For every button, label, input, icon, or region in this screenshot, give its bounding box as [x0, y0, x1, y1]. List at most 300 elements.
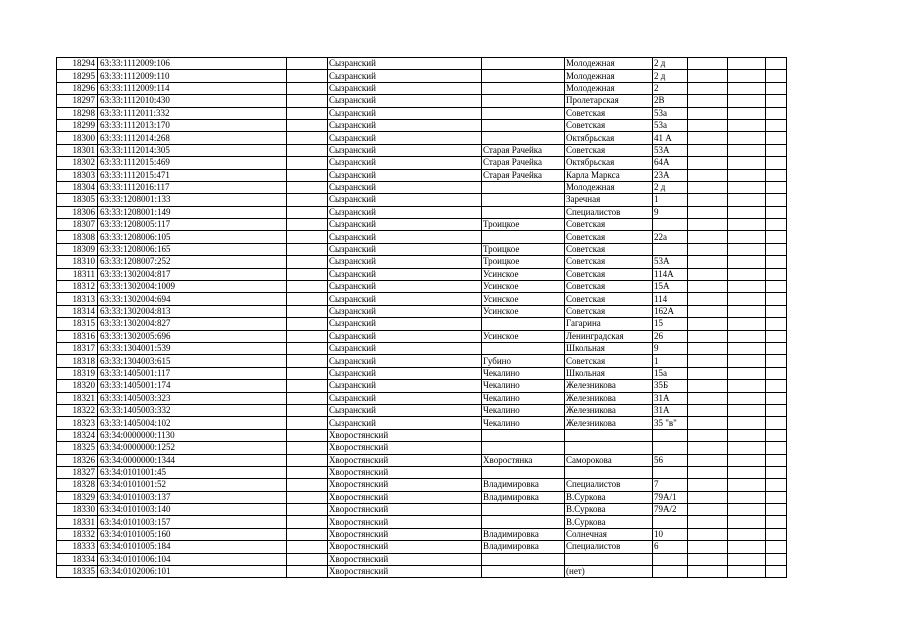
extra-cell-1 — [688, 367, 728, 379]
street-cell: Молодежная — [565, 181, 653, 193]
row-number: 18315 — [57, 318, 98, 330]
extra-cell-1 — [688, 392, 728, 404]
settlement-cell: Троицкое — [482, 243, 565, 255]
extra-cell-3 — [766, 429, 787, 441]
extra-cell-1 — [688, 293, 728, 305]
extra-cell-2 — [728, 157, 766, 169]
cadastral-number: 63:34:0101005:184 — [98, 541, 287, 553]
cadastral-number: 63:33:1302004:1009 — [98, 281, 287, 293]
district-cell: Хворостянский — [328, 479, 482, 491]
table-row — [57, 169, 787, 181]
extra-cell-3 — [766, 566, 787, 578]
blank-column — [287, 70, 328, 82]
table-row — [57, 82, 787, 94]
district-cell: Сызранский — [328, 342, 482, 354]
extra-cell-1 — [688, 429, 728, 441]
extra-cell-3 — [766, 243, 787, 255]
extra-cell-2 — [728, 219, 766, 231]
extra-cell-3 — [766, 404, 787, 416]
blank-column — [287, 169, 328, 181]
street-cell: Железникова — [565, 392, 653, 404]
district-cell: Сызранский — [328, 219, 482, 231]
district-cell: Сызранский — [328, 417, 482, 429]
settlement-cell: Усинское — [482, 305, 565, 317]
settlement-cell: Чекалино — [482, 404, 565, 416]
blank-column — [287, 454, 328, 466]
extra-cell-3 — [766, 367, 787, 379]
extra-cell-2 — [728, 541, 766, 553]
blank-column — [287, 491, 328, 503]
extra-cell-2 — [728, 194, 766, 206]
row-number: 18328 — [57, 479, 98, 491]
extra-cell-1 — [688, 169, 728, 181]
settlement-cell — [482, 442, 565, 454]
settlement-cell: Владимировка — [482, 541, 565, 553]
street-cell: Советская — [565, 107, 653, 119]
blank-column — [287, 429, 328, 441]
district-cell: Сызранский — [328, 107, 482, 119]
cadastral-number: 63:33:1112015:469 — [98, 157, 287, 169]
district-cell: Сызранский — [328, 119, 482, 131]
extra-cell-1 — [688, 132, 728, 144]
extra-cell-2 — [728, 566, 766, 578]
extra-cell-1 — [688, 330, 728, 342]
row-number: 18330 — [57, 504, 98, 516]
street-cell — [565, 553, 653, 565]
extra-cell-3 — [766, 392, 787, 404]
street-cell: Советская — [565, 219, 653, 231]
table-row — [57, 219, 787, 231]
row-number: 18323 — [57, 417, 98, 429]
table-row — [57, 491, 787, 503]
district-cell: Сызранский — [328, 194, 482, 206]
settlement-cell — [482, 82, 565, 94]
house-number-cell: 53а — [653, 119, 688, 131]
extra-cell-3 — [766, 132, 787, 144]
row-number: 18296 — [57, 82, 98, 94]
row-number: 18327 — [57, 466, 98, 478]
table-row — [57, 442, 787, 454]
blank-column — [287, 466, 328, 478]
blank-column — [287, 219, 328, 231]
settlement-cell — [482, 132, 565, 144]
blank-column — [287, 392, 328, 404]
blank-column — [287, 95, 328, 107]
cadastral-number: 63:33:1302005:696 — [98, 330, 287, 342]
district-cell: Сызранский — [328, 281, 482, 293]
extra-cell-1 — [688, 58, 728, 70]
street-cell: Пролетарская — [565, 95, 653, 107]
street-cell: Советская — [565, 293, 653, 305]
row-number: 18294 — [57, 58, 98, 70]
street-cell: Гагарина — [565, 318, 653, 330]
row-number: 18322 — [57, 404, 98, 416]
blank-column — [287, 157, 328, 169]
extra-cell-1 — [688, 454, 728, 466]
district-cell: Сызранский — [328, 82, 482, 94]
street-cell: Железникова — [565, 380, 653, 392]
street-cell — [565, 442, 653, 454]
table-row — [57, 516, 787, 528]
settlement-cell: Хворостянка — [482, 454, 565, 466]
extra-cell-2 — [728, 119, 766, 131]
blank-column — [287, 268, 328, 280]
house-number-cell: 10 — [653, 528, 688, 540]
row-number: 18306 — [57, 206, 98, 218]
extra-cell-1 — [688, 157, 728, 169]
extra-cell-3 — [766, 330, 787, 342]
blank-column — [287, 194, 328, 206]
blank-column — [287, 516, 328, 528]
extra-cell-3 — [766, 144, 787, 156]
cadastral-number: 63:33:1405004:102 — [98, 417, 287, 429]
table-row — [57, 466, 787, 478]
row-number: 18320 — [57, 380, 98, 392]
extra-cell-2 — [728, 553, 766, 565]
row-number: 18295 — [57, 70, 98, 82]
blank-column — [287, 107, 328, 119]
extra-cell-1 — [688, 466, 728, 478]
extra-cell-3 — [766, 107, 787, 119]
extra-cell-1 — [688, 516, 728, 528]
blank-column — [287, 243, 328, 255]
blank-column — [287, 181, 328, 193]
extra-cell-1 — [688, 256, 728, 268]
table-row — [57, 504, 787, 516]
extra-cell-2 — [728, 479, 766, 491]
district-cell: Сызранский — [328, 169, 482, 181]
house-number-cell: 2В — [653, 95, 688, 107]
extra-cell-3 — [766, 442, 787, 454]
house-number-cell — [653, 466, 688, 478]
settlement-cell: Губино — [482, 355, 565, 367]
street-cell: В.Суркова — [565, 504, 653, 516]
extra-cell-2 — [728, 404, 766, 416]
extra-cell-3 — [766, 231, 787, 243]
row-number: 18308 — [57, 231, 98, 243]
extra-cell-3 — [766, 479, 787, 491]
district-cell: Хворостянский — [328, 504, 482, 516]
cadastral-number: 63:33:1112015:471 — [98, 169, 287, 181]
settlement-cell — [482, 429, 565, 441]
street-cell: Ленинградская — [565, 330, 653, 342]
extra-cell-1 — [688, 181, 728, 193]
extra-cell-2 — [728, 293, 766, 305]
row-number: 18317 — [57, 342, 98, 354]
street-cell: Железникова — [565, 404, 653, 416]
extra-cell-3 — [766, 58, 787, 70]
cadastral-number: 63:33:1208007:252 — [98, 256, 287, 268]
blank-column — [287, 367, 328, 379]
settlement-cell — [482, 70, 565, 82]
extra-cell-3 — [766, 293, 787, 305]
settlement-cell — [482, 181, 565, 193]
district-cell: Сызранский — [328, 70, 482, 82]
extra-cell-1 — [688, 528, 728, 540]
street-cell: (нет) — [565, 566, 653, 578]
district-cell: Хворостянский — [328, 541, 482, 553]
extra-cell-3 — [766, 318, 787, 330]
row-number: 18298 — [57, 107, 98, 119]
district-cell: Сызранский — [328, 305, 482, 317]
street-cell — [565, 429, 653, 441]
street-cell: Советская — [565, 355, 653, 367]
extra-cell-1 — [688, 82, 728, 94]
street-cell: Железникова — [565, 417, 653, 429]
table-row — [57, 392, 787, 404]
house-number-cell — [653, 516, 688, 528]
extra-cell-2 — [728, 380, 766, 392]
blank-column — [287, 256, 328, 268]
cadastral-number: 63:33:1302004:813 — [98, 305, 287, 317]
extra-cell-1 — [688, 305, 728, 317]
district-cell: Сызранский — [328, 355, 482, 367]
blank-column — [287, 318, 328, 330]
row-number: 18300 — [57, 132, 98, 144]
extra-cell-3 — [766, 504, 787, 516]
extra-cell-3 — [766, 256, 787, 268]
settlement-cell — [482, 119, 565, 131]
row-number: 18299 — [57, 119, 98, 131]
house-number-cell — [653, 566, 688, 578]
settlement-cell: Усинское — [482, 268, 565, 280]
house-number-cell: 162А — [653, 305, 688, 317]
street-cell — [565, 466, 653, 478]
table-row — [57, 417, 787, 429]
settlement-cell: Чекалино — [482, 392, 565, 404]
house-number-cell: 114 — [653, 293, 688, 305]
row-number: 18325 — [57, 442, 98, 454]
cadastral-number: 63:34:0101006:104 — [98, 553, 287, 565]
table-row — [57, 256, 787, 268]
row-number: 18301 — [57, 144, 98, 156]
extra-cell-1 — [688, 206, 728, 218]
extra-cell-2 — [728, 442, 766, 454]
extra-cell-3 — [766, 70, 787, 82]
district-cell: Хворостянский — [328, 553, 482, 565]
district-cell: Сызранский — [328, 144, 482, 156]
street-cell: В.Суркова — [565, 516, 653, 528]
extra-cell-1 — [688, 231, 728, 243]
house-number-cell: 22а — [653, 231, 688, 243]
row-number: 18303 — [57, 169, 98, 181]
extra-cell-1 — [688, 95, 728, 107]
cadastral-number: 63:33:1302004:694 — [98, 293, 287, 305]
blank-column — [287, 528, 328, 540]
settlement-cell: Чекалино — [482, 417, 565, 429]
extra-cell-2 — [728, 58, 766, 70]
registry-table — [56, 57, 787, 578]
extra-cell-2 — [728, 206, 766, 218]
table-row — [57, 107, 787, 119]
row-number: 18321 — [57, 392, 98, 404]
table-row — [57, 479, 787, 491]
blank-column — [287, 144, 328, 156]
row-number: 18309 — [57, 243, 98, 255]
house-number-cell: 31А — [653, 404, 688, 416]
row-number: 18332 — [57, 528, 98, 540]
extra-cell-2 — [728, 107, 766, 119]
extra-cell-3 — [766, 219, 787, 231]
extra-cell-2 — [728, 144, 766, 156]
extra-cell-3 — [766, 491, 787, 503]
house-number-cell — [653, 442, 688, 454]
extra-cell-1 — [688, 504, 728, 516]
table-row — [57, 119, 787, 131]
table-row — [57, 281, 787, 293]
settlement-cell: Усинское — [482, 281, 565, 293]
table-body — [57, 58, 787, 578]
row-number: 18334 — [57, 553, 98, 565]
extra-cell-2 — [728, 417, 766, 429]
settlement-cell — [482, 194, 565, 206]
settlement-cell — [482, 466, 565, 478]
street-cell: В.Суркова — [565, 491, 653, 503]
district-cell: Сызранский — [328, 58, 482, 70]
street-cell: Советская — [565, 243, 653, 255]
cadastral-number: 63:34:0000000:1252 — [98, 442, 287, 454]
extra-cell-2 — [728, 169, 766, 181]
street-cell: Специалистов — [565, 206, 653, 218]
district-cell: Хворостянский — [328, 528, 482, 540]
house-number-cell: 31А — [653, 392, 688, 404]
row-number: 18324 — [57, 429, 98, 441]
district-cell: Хворостянский — [328, 429, 482, 441]
cadastral-number: 63:34:0101003:157 — [98, 516, 287, 528]
settlement-cell — [482, 342, 565, 354]
row-number: 18333 — [57, 541, 98, 553]
house-number-cell: 9 — [653, 342, 688, 354]
extra-cell-2 — [728, 70, 766, 82]
house-number-cell: 2 д — [653, 58, 688, 70]
cadastral-number: 63:33:1112016:117 — [98, 181, 287, 193]
row-number: 18305 — [57, 194, 98, 206]
table-row — [57, 318, 787, 330]
row-number: 18310 — [57, 256, 98, 268]
extra-cell-2 — [728, 367, 766, 379]
extra-cell-1 — [688, 417, 728, 429]
house-number-cell: 79А/2 — [653, 504, 688, 516]
house-number-cell: 23А — [653, 169, 688, 181]
extra-cell-2 — [728, 330, 766, 342]
extra-cell-3 — [766, 281, 787, 293]
blank-column — [287, 330, 328, 342]
extra-cell-2 — [728, 429, 766, 441]
house-number-cell: 41 А — [653, 132, 688, 144]
street-cell: Специалистов — [565, 479, 653, 491]
extra-cell-1 — [688, 355, 728, 367]
cadastral-number: 63:33:1112009:110 — [98, 70, 287, 82]
house-number-cell — [653, 243, 688, 255]
table-row — [57, 342, 787, 354]
district-cell: Сызранский — [328, 392, 482, 404]
table-row — [57, 367, 787, 379]
district-cell: Сызранский — [328, 404, 482, 416]
blank-column — [287, 442, 328, 454]
cadastral-number: 63:33:1208001:133 — [98, 194, 287, 206]
extra-cell-3 — [766, 380, 787, 392]
cadastral-number: 63:33:1208006:105 — [98, 231, 287, 243]
extra-cell-2 — [728, 342, 766, 354]
district-cell: Сызранский — [328, 181, 482, 193]
cadastral-number: 63:34:0101001:45 — [98, 466, 287, 478]
extra-cell-1 — [688, 342, 728, 354]
district-cell: Хворостянский — [328, 566, 482, 578]
extra-cell-2 — [728, 466, 766, 478]
extra-cell-3 — [766, 553, 787, 565]
district-cell: Сызранский — [328, 330, 482, 342]
cadastral-number: 63:33:1112009:106 — [98, 58, 287, 70]
blank-column — [287, 417, 328, 429]
district-cell: Сызранский — [328, 318, 482, 330]
cadastral-number: 63:34:0101003:140 — [98, 504, 287, 516]
house-number-cell: 15 — [653, 318, 688, 330]
extra-cell-2 — [728, 281, 766, 293]
cadastral-number: 63:34:0102006:101 — [98, 566, 287, 578]
extra-cell-2 — [728, 95, 766, 107]
cadastral-number: 63:33:1302004:817 — [98, 268, 287, 280]
extra-cell-1 — [688, 553, 728, 565]
district-cell: Сызранский — [328, 132, 482, 144]
table-row — [57, 157, 787, 169]
street-cell: Октябрьская — [565, 132, 653, 144]
cadastral-number: 63:33:1304003:615 — [98, 355, 287, 367]
house-number-cell: 2 д — [653, 181, 688, 193]
district-cell: Сызранский — [328, 95, 482, 107]
blank-column — [287, 281, 328, 293]
blank-column — [287, 293, 328, 305]
settlement-cell: Троицкое — [482, 219, 565, 231]
street-cell: Молодежная — [565, 82, 653, 94]
extra-cell-3 — [766, 466, 787, 478]
street-cell: Советская — [565, 268, 653, 280]
extra-cell-1 — [688, 107, 728, 119]
extra-cell-3 — [766, 305, 787, 317]
extra-cell-1 — [688, 318, 728, 330]
extra-cell-2 — [728, 181, 766, 193]
row-number: 18326 — [57, 454, 98, 466]
extra-cell-2 — [728, 82, 766, 94]
cadastral-number: 63:33:1112014:268 — [98, 132, 287, 144]
cadastral-number: 63:34:0101001:52 — [98, 479, 287, 491]
extra-cell-2 — [728, 504, 766, 516]
settlement-cell — [482, 553, 565, 565]
house-number-cell: 26 — [653, 330, 688, 342]
extra-cell-1 — [688, 281, 728, 293]
blank-column — [287, 132, 328, 144]
extra-cell-1 — [688, 144, 728, 156]
extra-cell-3 — [766, 516, 787, 528]
table-row — [57, 58, 787, 70]
blank-column — [287, 58, 328, 70]
extra-cell-3 — [766, 157, 787, 169]
blank-column — [287, 305, 328, 317]
settlement-cell: Чекалино — [482, 367, 565, 379]
row-number: 18318 — [57, 355, 98, 367]
street-cell: Советская — [565, 305, 653, 317]
house-number-cell: 1 — [653, 194, 688, 206]
extra-cell-2 — [728, 355, 766, 367]
settlement-cell — [482, 95, 565, 107]
cadastral-number: 63:33:1112014:305 — [98, 144, 287, 156]
district-cell: Сызранский — [328, 367, 482, 379]
table-row — [57, 305, 787, 317]
settlement-cell: Старая Рачейка — [482, 157, 565, 169]
extra-cell-1 — [688, 566, 728, 578]
district-cell: Сызранский — [328, 293, 482, 305]
extra-cell-2 — [728, 318, 766, 330]
district-cell: Сызранский — [328, 157, 482, 169]
